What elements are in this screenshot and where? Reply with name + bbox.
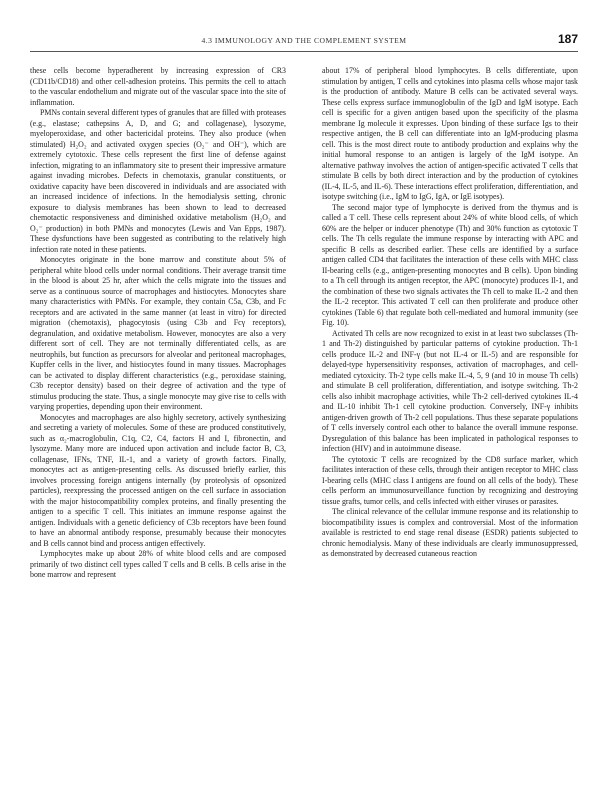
paragraph: Activated Th cells are now recognized to exist in at least two subclasses (Th-1 and Th-2) distinguished by particular patterns of cytokine production. Th-1 cells produce IL-2 and INF-γ (but not IL-4 or IL-5) and are responsible for delayed-type hypersensitivity responses, activation of macrophages, and cell-mediated cytoxicity. Th-2 type cells make IL-4, 5, 9 (and 10 in mouse Th cells) and stimulate B cell proliferation, differentiation, and isotype switching. Th-2 cells also inhibit macrophage activities, while Th-2 cell-derived cytokines IL-4 and IL-10 inhibit Th-1 cell cytokine production. Conversely, INF-γ inhibits antigen-driven growth of Th-2 cell populations. Thus these separate populations of T cells inversely control each other to balance the overall immune response. Dysregulation of this balance has been implicated in pathological responses to infection (HIV) and in autoimmune disease. (322, 328, 578, 453)
section-title: 4.3 IMMUNOLOGY AND THE COMPLEMENT SYSTEM (201, 36, 407, 45)
paragraph: Lymphocytes make up about 28% of white blood cells and are composed primarily of two distinct cell types called T cells and B cells. B cells arise in the bone marrow and represent (30, 549, 286, 579)
paragraph: these cells become hyperadherent by increasing expression of CR3 (CD11b/CD18) and other cell-adhesion proteins. This permits the cell to attach to the vascular endothelium and migrate out of the vascular space into the site of inflammation. (30, 66, 286, 107)
paragraph: about 17% of peripheral blood lymphocytes. B cells differentiate, upon stimulation by antigen, T cells and cytokines into plasma cells whose major task is the production of antibody. Mature B cells can be activated several ways. These cells express surface immunoglobulin of the IgD and IgM isotype. Each cell is specific for a given antigen based upon the specificity of the plasma membrane Ig molecule it expresses. Upon binding of these surface Igs to their respective antigen, the B cell can differentiate into an IgM-producing plasma cell. This is the most direct route to antibody production and explains why the initial humoral response to an antigen is largely of the IgM isotype. An alternative pathway involves the action of antigen-specific activated T cells that stimulate B cells by both direct interaction and by the production of cytokines (IL-4, IL-5, and IL-6). These interactions effect proliferation, differentiation, and isotype switching (i.e., IgM to IgG, IgA, or IgE isotypes). (322, 66, 578, 201)
left-column (30, 66, 286, 786)
paragraph: The second major type of lymphocyte is derived from the thymus and is called a T cell. These cells represent about 24% of white blood cells, of which 60% are the helper or inducer phenotype (Th) and 30% function as cytotoxic T cells. The Th cells regulate the immune response by interacting with APC and specific B cells as described earlier. These cells are identified by a surface antigen called CD4 that facilitates the interaction of these cells with MHC class II-bearing cells (e.g., antigen-presenting monocytes and B cells). Upon binding to a Th cell through its antigen receptor, the APC (monocyte) produces Il-1, and the combination of these two signals activates the Th cell to make IL-2 and then the IL-2 receptor. This activated T cell can then proliferate and produce other cytokines (Table 6) that regulate both cell-mediated and humoral immunity (see Fig. 10). (322, 202, 578, 327)
paragraph: The clinical relevance of the cellular immune response and its relationship to biocompatibility issues is complex and controversial. Most of the information available is restricted to end stage renal disease (ESDR) patients subjected to chronic hemodialysis. Many of these individuals are clearly immunosuppressed, as demonstrated by decreased cutaneous reaction (322, 507, 578, 558)
page-number: 187 (557, 32, 578, 46)
running-header (30, 32, 578, 50)
paragraph: Monocytes originate in the bone marrow and constitute about 5% of peripheral white blood cells under normal conditions. Their average transit time in the blood is about 25 hr, after which the cells migrate into the tissues and serve as a continuous source of macrophages and histiocytes. Monocytes share many characteristics with PMNs. For example, they contain C5a, C3b, and Fc receptors and are activated in the same manner (at least in vitro) for directed migration (chemotaxis), phagocytosis (using C3b and Fcγ receptors), degranulation, and oxidative metabolism. However, monocytes are also a very different sort of cell. They are not terminally differentiated cells, as are neutrophils, but function as precursors for alveolar and peritoneal macrophages, Kupffer cells in the liver, and histiocytes found in many tissues. Macrophages can be activated to display different characteristics (e.g., peroxidase staining, C3b receptor density) based on their degree of activation and the type of stimulus producing the state. Thus, a single monocyte may give rise to cells with varying properties, depending upon their environment. (30, 255, 286, 411)
paragraph: PMNs contain several different types of granules that are filled with proteases (e.g., elastase; cathepsins A, D, and G; and collagenase), lysozyme, myeloperoxidase, and other bactericidal proteins. They also produce (when stimulated) H₂O₂ and activated oxygen species (O₂⁻ and OH⁻), which are extremely cytotoxic. These cells represent the first line of defense against infection, migrating to an inflammatory site to present their impressive armature against invading microbes. Defects in chemotaxis, granular constituents, or oxidative capacity have been discovered in individuals and are associated with an increased incidence of infections. In the hemodialysis setting, chronic exposure to dialysis membranes has been shown to lead to decreased chemotactic responsiveness and diminished oxidative metabolism (H₂O₂ and O₂⁻ production) in both PMNs and monocytes (Lewis and Van Epps, 1987). These dysfunctions have been suggested as contributing to the relatively high infection rate noted in these patients. (30, 108, 286, 254)
right-column (322, 66, 578, 786)
paragraph: The cytotoxic T cells are recognized by the CD8 surface marker, which facilitates interaction of these cells, through their antigen receptor to MHC class I-bearing cells (MHC class I antigens are found on all cells of the body). These cells perform an immunosurveillance function by recognizing and destroying tissue grafts, tumor cells, and cells infected with either viruses or parasites. (322, 454, 578, 506)
header-rule (30, 51, 578, 52)
paragraph: Monocytes and macrophages are also highly secretory, actively synthesizing and secreting a variety of molecules. Some of these are produced constitutively, such as α₂-macroglobulin, C1q, C2, C4, factors H and I, fibronectin, and lysozyme. Many more are induced upon activation and include factor B, C3, collagenase, IFNs, TNF, IL-1, and a variety of growth factors. Finally, monocytes act as antigen-presenting cells. As discussed briefly earlier, this involves processing foreign antigens internally (by proteolysis of opsonized particles), reexpressing the processed antigen on the cell surface in association with the major histocompatibility complex proteins, and finally presenting the antigen to a specific T cell. This initiates an immune response against the antigen. Individuals with a genetic deficiency of C3b receptors have been found to have an abnormal antibody response, presumably because their monocytes and B cells cannot bind and process antigen effectively. (30, 412, 286, 548)
